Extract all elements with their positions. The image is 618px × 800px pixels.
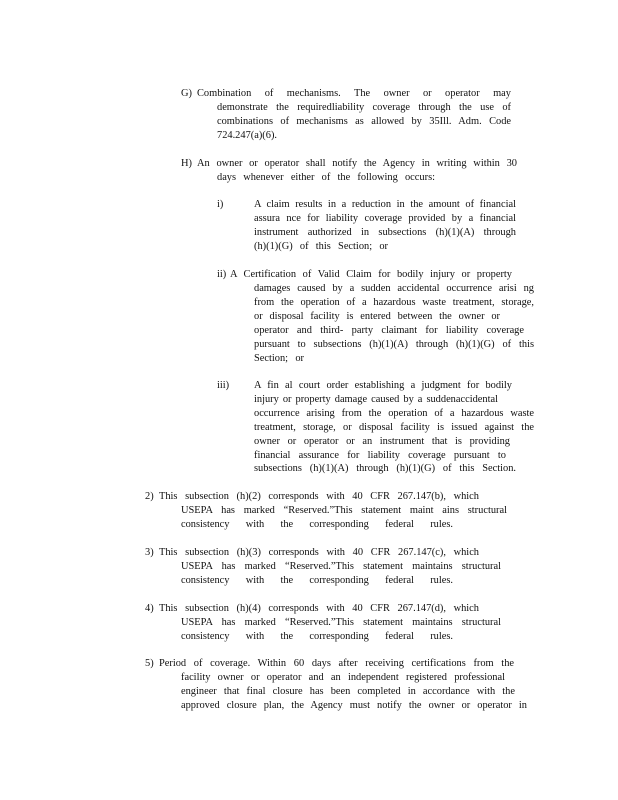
paragraph-2-line-2: USEPA has marked “Reserved.”This statement maint ains structural bbox=[181, 505, 507, 516]
paragraph-i-body bbox=[254, 198, 516, 254]
paragraph-2-line-3: consistency with the corresponding federal rules. bbox=[181, 518, 453, 530]
paragraph-ii-line-1: A Certification of Valid Claim for bodily injury or property bbox=[230, 269, 512, 280]
paragraph-3-line-3: consistency with the corresponding federal rules. bbox=[181, 574, 453, 586]
paragraph-4-marker: 4) bbox=[145, 603, 154, 614]
paragraph-5-line-3: engineer that final closure has been completed in accordance with the bbox=[181, 685, 515, 697]
paragraph-ii-line-6: pursuant to subsections (h)(1)(A) through (h)(1)(G) of this bbox=[254, 338, 534, 350]
paragraph-h-line-1-wrap bbox=[197, 157, 517, 171]
paragraph-g-line-4: 724.247(a)(6). bbox=[217, 129, 278, 141]
paragraph-ii-body bbox=[254, 282, 534, 365]
paragraph-ii-line-5: operator and third- party claimant for liability coverage bbox=[254, 324, 524, 336]
paragraph-5-line-2: facility owner or operator and an independent registered professional bbox=[181, 672, 505, 683]
paragraph-5-body bbox=[181, 671, 527, 713]
paragraph-2-body bbox=[181, 504, 507, 532]
paragraph-g-line-1: Combination of mechanisms. The owner or operator may bbox=[197, 88, 511, 99]
paragraph-4-line-1: This subsection (h)(4) corresponds with 40 CFR 267.147(d), which bbox=[159, 603, 479, 614]
paragraph-ii-line-1-wrap bbox=[230, 268, 512, 282]
paragraph-i-line-2: assura nce for liability coverage provided by a financial bbox=[254, 212, 516, 224]
paragraph-ii-line-3: from the operation of a hazardous waste treatment, storage, bbox=[254, 296, 534, 308]
paragraph-4-line-3: consistency with the corresponding federal rules. bbox=[181, 630, 453, 642]
paragraph-g-line-3: combinations of mechanisms as allowed by 35Ill. Adm. Code bbox=[217, 115, 511, 127]
paragraph-i-line-1: A claim results in a reduction in the amount of financial bbox=[254, 199, 516, 210]
paragraph-5-line-1: Period of coverage. Within 60 days after receiving certifications from the bbox=[159, 658, 514, 669]
paragraph-iii-line-3: occurrence arising from the operation of a hazardous waste bbox=[254, 407, 534, 419]
paragraph-ii-line-4: or disposal facility is entered between the owner or bbox=[254, 310, 500, 322]
paragraph-2-marker: 2) bbox=[145, 491, 154, 502]
paragraph-i-line-3: instrument authorized in subsections (h)(1)(A) through bbox=[254, 226, 516, 238]
paragraph-iii-body bbox=[254, 379, 534, 476]
paragraph-3-line-1-wrap bbox=[159, 546, 479, 560]
paragraph-h-body bbox=[217, 171, 435, 185]
paragraph-h-line-1: An owner or operator shall notify the Agency in writing within 30 bbox=[197, 158, 517, 169]
paragraph-4-line-1-wrap bbox=[159, 602, 479, 616]
paragraph-g-marker: G) bbox=[181, 88, 192, 99]
paragraph-3-line-1: This subsection (h)(3) corresponds with 40 CFR 267.147(c), which bbox=[159, 547, 479, 558]
paragraph-g-body bbox=[217, 101, 511, 143]
paragraph-iii-line-6: financial assurance for liability coverage pursuant to bbox=[254, 449, 506, 461]
paragraph-3-body bbox=[181, 560, 501, 588]
paragraph-3-line-2: USEPA has marked “Reserved.”This statement maintains structural bbox=[181, 561, 501, 572]
paragraph-2-line-1: This subsection (h)(2) corresponds with 40 CFR 267.147(b), which bbox=[159, 491, 479, 502]
paragraph-ii-line-7: Section; or bbox=[254, 352, 304, 364]
paragraph-i-line-4: (h)(1)(G) of this Section; or bbox=[254, 240, 388, 252]
paragraph-iii-line-7: subsections (h)(1)(A) through (h)(1)(G) of this Section. bbox=[254, 463, 516, 475]
paragraph-2-line-1-wrap bbox=[159, 490, 479, 504]
paragraph-3-marker: 3) bbox=[145, 547, 154, 558]
paragraph-i-marker: i) bbox=[217, 199, 224, 210]
paragraph-iii-line-5: owner or operator or an instrument that is providing bbox=[254, 435, 510, 447]
paragraph-iii-line-4: treatment, storage, or disposal facility is issued against the bbox=[254, 421, 534, 433]
paragraph-iii-line-1: A fin al court order establishing a judgment for bodily bbox=[254, 380, 512, 391]
paragraph-iii-marker: iii) bbox=[217, 380, 230, 391]
paragraph-g-line-1-wrap bbox=[197, 87, 511, 101]
paragraph-g-line-2: demonstrate the requiredliability coverage through the use of bbox=[217, 102, 511, 113]
paragraph-h-line-2: days whenever either of the following occurs: bbox=[217, 172, 435, 183]
paragraph-iii-line-2: injury or property damage caused by a suddenaccidental bbox=[254, 393, 498, 405]
paragraph-ii-marker: ii) bbox=[217, 269, 227, 280]
paragraph-4-body bbox=[181, 616, 501, 644]
paragraph-5-line-4: approved closure plan, the Agency must notify the owner or operator in bbox=[181, 699, 527, 711]
paragraph-5-marker: 5) bbox=[145, 658, 154, 669]
paragraph-5-line-1-wrap bbox=[159, 657, 514, 671]
paragraph-ii-line-2: damages caused by a sudden accidental occurrence arisi ng bbox=[254, 283, 534, 294]
paragraph-h-marker: H) bbox=[181, 158, 192, 169]
paragraph-4-line-2: USEPA has marked “Reserved.”This statement maintains structural bbox=[181, 617, 501, 628]
